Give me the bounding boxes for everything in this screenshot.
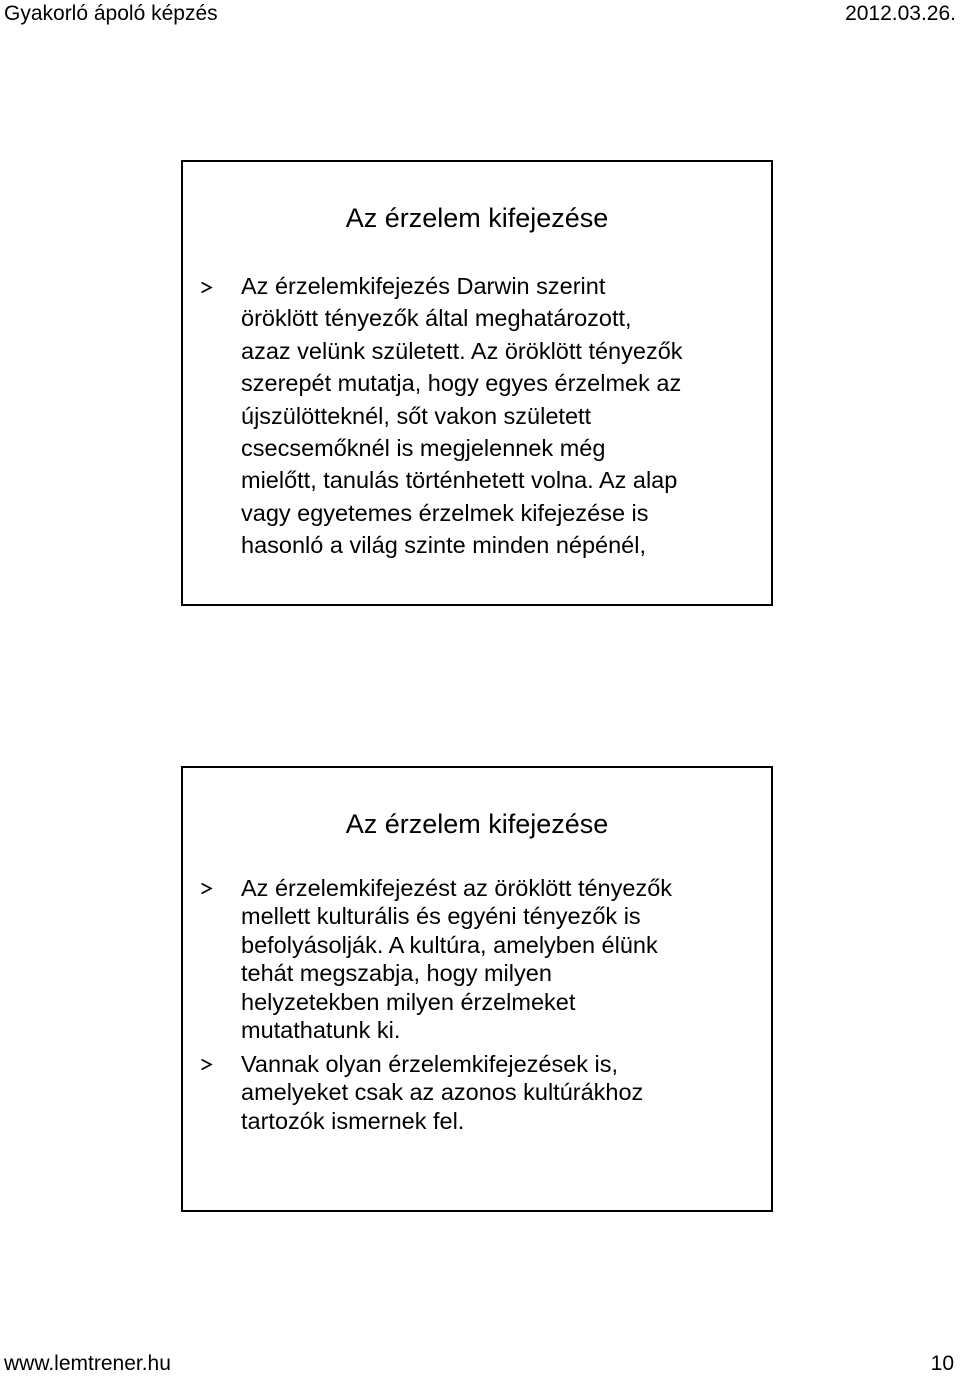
- arrowhead-bullet-icon: [199, 874, 215, 904]
- page-header-date: 2012.03.26.: [845, 2, 956, 25]
- slide-1-bullet-1: [199, 270, 761, 562]
- page-header-title: Gyakorló ápoló képzés: [4, 2, 218, 25]
- page-number: 10: [930, 1352, 954, 1375]
- slide-2-bullet-1: [199, 874, 761, 1044]
- arrowhead-bullet-icon: [199, 1050, 215, 1080]
- slide-2-bullet-2-text: Vannak olyan érzelemkifejezések is, amelyeket csak az azonos kultúrákhoz tartozók ismernek fel.: [241, 1051, 644, 1134]
- slide-2-bullet-1-text: Az érzelemkifejezést az öröklött tényezők mellett kulturális és egyéni tényezők is befolyásolják. A kultúra, amelyben élünk tehát megszabja, hogy milyen helyzetekben milyen érzelmeket mutathatunk ki.: [241, 875, 673, 1044]
- slide-1: [181, 160, 773, 606]
- slide-2-title: Az érzelem kifejezése: [345, 809, 609, 839]
- arrowhead-bullet-icon: [199, 270, 215, 300]
- slide-2-bullet-2: [199, 1050, 761, 1135]
- slide-2: [181, 766, 773, 1212]
- slide-1-bullet-1-text: Az érzelemkifejezés Darwin szerint öröklött tényezők által meghatározott, azaz velünk született. Az öröklött tényezők szerepét mutatja, hogy egyes érzelmek az újszülötteknél, sőt vakon született csecsemőknél is megjelennek még mielőtt, tanulás történhetett volna. Az alap vagy egyetemes érzelmek kifejezése is hasonló a világ szinte minden népénél,: [241, 273, 683, 559]
- slide-1-title: Az érzelem kifejezése: [345, 203, 609, 233]
- page-footer-website: www.lemtrener.hu: [4, 1352, 171, 1375]
